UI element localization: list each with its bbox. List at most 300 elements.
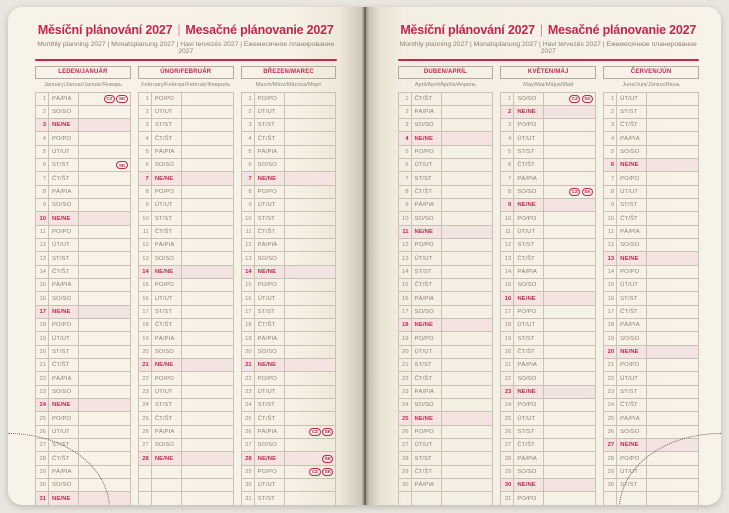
notes-cell <box>284 399 336 411</box>
day-number-cell <box>398 492 411 504</box>
day-number-cell: 8 <box>241 186 254 198</box>
day-name-cell: SO/SO <box>254 252 284 264</box>
day-number-cell: 27 <box>138 439 151 451</box>
day-name-cell: SO/SO <box>48 106 78 118</box>
day-name-cell: NE/NE <box>411 226 441 238</box>
day-name-cell: PO/PO <box>48 132 78 144</box>
month-columns-right <box>398 66 700 506</box>
day-number-cell: 14 <box>500 266 513 278</box>
notes-cell <box>284 239 336 251</box>
notes-cell <box>543 439 595 451</box>
day-row <box>603 119 699 132</box>
notes-cell <box>441 106 493 118</box>
day-row <box>138 399 234 412</box>
day-name-cell: PO/PO <box>254 279 284 291</box>
day-name-cell: ST/ST <box>151 399 181 411</box>
day-name-cell: ÚT/UT <box>411 439 441 451</box>
day-number-cell: 8 <box>138 186 151 198</box>
day-number-cell: 20 <box>138 346 151 358</box>
day-name-cell: SO/SO <box>151 252 181 264</box>
day-name-cell: ST/ST <box>616 292 646 304</box>
day-row <box>398 319 494 332</box>
day-row <box>35 266 131 279</box>
day-name-cell: PO/PO <box>616 172 646 184</box>
day-row <box>35 119 131 132</box>
day-name-cell: NE/NE <box>151 452 181 464</box>
day-number-cell: 15 <box>500 279 513 291</box>
day-name-cell: ČT/ŠT <box>616 119 646 131</box>
notes-cell <box>646 399 698 411</box>
day-row <box>603 266 699 279</box>
notes-cell <box>543 106 595 118</box>
notes-cell <box>543 346 595 358</box>
day-row <box>603 412 699 425</box>
day-name-cell <box>151 466 181 478</box>
day-name-cell: PÁ/PIA <box>616 412 646 424</box>
day-name-cell: PÁ/PIA <box>48 93 78 105</box>
day-number-cell: 3 <box>138 119 151 131</box>
day-row <box>138 319 234 332</box>
notes-cell <box>78 386 130 398</box>
day-number-cell: 26 <box>138 426 151 438</box>
day-row <box>138 372 234 385</box>
day-row <box>500 346 596 359</box>
notes-cell <box>441 93 493 105</box>
empty-row <box>138 479 234 492</box>
day-number-cell: 19 <box>603 332 616 344</box>
notes-cell <box>646 159 698 171</box>
notes-cell <box>284 132 336 144</box>
notes-cell <box>284 172 336 184</box>
day-row <box>398 279 494 292</box>
day-name-cell: ÚT/UT <box>411 159 441 171</box>
day-number-cell: 8 <box>500 186 513 198</box>
day-number-cell: 21 <box>500 359 513 371</box>
day-row <box>138 359 234 372</box>
notes-cell <box>543 226 595 238</box>
day-row <box>500 306 596 319</box>
day-row <box>500 452 596 465</box>
notes-cell <box>78 346 130 358</box>
day-name-cell: PÁ/PIA <box>616 132 646 144</box>
day-row <box>603 346 699 359</box>
day-row <box>35 372 131 385</box>
day-row <box>241 479 337 492</box>
day-row <box>241 492 337 505</box>
day-number-cell: 3 <box>500 119 513 131</box>
day-name-cell: SO/SO <box>151 159 181 171</box>
notes-cell <box>646 239 698 251</box>
day-name-cell: NE/NE <box>411 412 441 424</box>
day-row <box>500 106 596 119</box>
day-row <box>138 172 234 185</box>
day-number-cell: 21 <box>138 359 151 371</box>
planner-spread <box>8 7 721 505</box>
day-name-cell: SO/SO <box>48 479 78 491</box>
notes-cell <box>543 239 595 251</box>
day-number-cell: 7 <box>35 172 48 184</box>
day-name-cell: SO/SO <box>151 346 181 358</box>
notes-cell <box>284 412 336 424</box>
day-row <box>241 466 337 479</box>
day-number-cell: 21 <box>603 359 616 371</box>
day-row <box>35 386 131 399</box>
notes-cell <box>646 146 698 158</box>
day-name-cell: PÁ/PIA <box>616 319 646 331</box>
notes-cell <box>646 226 698 238</box>
day-name-cell: PÁ/PIA <box>254 426 284 438</box>
day-row <box>138 306 234 319</box>
day-name-cell: PO/PO <box>616 452 646 464</box>
day-row <box>398 372 494 385</box>
day-name-cell: ÚT/UT <box>254 386 284 398</box>
day-row <box>138 146 234 159</box>
notes-cell <box>646 106 698 118</box>
day-row <box>35 359 131 372</box>
notes-cell <box>543 319 595 331</box>
holiday-badge-sk: SK <box>322 468 333 476</box>
day-number-cell: 15 <box>138 279 151 291</box>
day-row <box>241 279 337 292</box>
notes-cell <box>78 226 130 238</box>
day-number-cell: 11 <box>500 226 513 238</box>
day-name-cell: PO/PO <box>151 93 181 105</box>
notes-cell <box>441 159 493 171</box>
day-number-cell: 4 <box>500 132 513 144</box>
notes-cell <box>441 479 493 491</box>
title-divider: | <box>177 23 181 37</box>
day-name-cell: ST/ST <box>48 439 78 451</box>
day-number-cell: 1 <box>138 93 151 105</box>
day-row <box>500 119 596 132</box>
day-row <box>603 132 699 145</box>
notes-cell <box>441 439 493 451</box>
day-row <box>500 132 596 145</box>
notes-cell <box>284 159 336 171</box>
day-number-cell: 10 <box>241 212 254 224</box>
day-name-cell: PÁ/PIA <box>411 292 441 304</box>
day-number-cell: 15 <box>603 279 616 291</box>
month-grid <box>398 92 494 506</box>
day-name-cell: ČT/ŠT <box>151 132 181 144</box>
day-name-cell: SO/SO <box>513 372 543 384</box>
holiday-badge-sk: SK <box>322 455 333 463</box>
day-number-cell: 19 <box>241 332 254 344</box>
day-number-cell: 14 <box>398 266 411 278</box>
day-name-cell: SO/SO <box>513 466 543 478</box>
day-number-cell: 6 <box>603 159 616 171</box>
day-number-cell: 24 <box>500 399 513 411</box>
day-row <box>138 452 234 465</box>
day-number-cell: 17 <box>241 306 254 318</box>
day-name-cell: SO/SO <box>48 199 78 211</box>
day-row <box>241 306 337 319</box>
notes-cell <box>646 359 698 371</box>
notes-cell <box>284 372 336 384</box>
page-title <box>35 23 337 37</box>
day-row <box>500 399 596 412</box>
day-number-cell: 28 <box>398 452 411 464</box>
notes-cell <box>441 466 493 478</box>
day-name-cell: PÁ/PIA <box>616 226 646 238</box>
day-name-cell: ČT/ŠT <box>513 346 543 358</box>
day-name-cell: SO/SO <box>616 146 646 158</box>
notes-cell <box>284 199 336 211</box>
day-name-cell: PÁ/PIA <box>411 386 441 398</box>
day-number-cell: 15 <box>241 279 254 291</box>
notes-cell <box>181 399 233 411</box>
day-name-cell: ST/ST <box>254 399 284 411</box>
day-name-cell: NE/NE <box>48 399 78 411</box>
day-number-cell: 5 <box>241 146 254 158</box>
notes-cell <box>284 492 336 504</box>
notes-cell <box>543 306 595 318</box>
day-number-cell: 5 <box>603 146 616 158</box>
day-name-cell: SO/SO <box>513 93 543 105</box>
day-number-cell: 4 <box>398 132 411 144</box>
holiday-badge-cz: CZ <box>104 95 115 103</box>
day-name-cell: ČT/ŠT <box>48 266 78 278</box>
header-rule <box>35 59 337 61</box>
day-name-cell: ST/ST <box>254 212 284 224</box>
day-row <box>398 93 494 106</box>
day-row <box>398 306 494 319</box>
day-number-cell: 9 <box>398 199 411 211</box>
day-name-cell: NE/NE <box>48 212 78 224</box>
notes-cell <box>181 492 233 504</box>
day-number-cell: 6 <box>398 159 411 171</box>
day-name-cell: PÁ/PIA <box>411 106 441 118</box>
day-number-cell: 1 <box>500 93 513 105</box>
day-name-cell: ČT/ŠT <box>513 159 543 171</box>
day-row <box>603 93 699 106</box>
month-name-translations: May/Mai/Május/Май <box>523 82 574 88</box>
day-number-cell: 22 <box>241 372 254 384</box>
day-name-cell: ČT/ŠT <box>48 452 78 464</box>
day-number-cell: 31 <box>241 492 254 504</box>
day-number-cell: 5 <box>500 146 513 158</box>
day-number-cell: 24 <box>35 399 48 411</box>
day-row <box>138 186 234 199</box>
day-number-cell: 22 <box>603 372 616 384</box>
notes-cell <box>646 412 698 424</box>
day-number-cell: 10 <box>138 212 151 224</box>
day-name-cell: PÁ/PIA <box>151 426 181 438</box>
day-name-cell: ČT/ŠT <box>616 212 646 224</box>
day-name-cell: ST/ST <box>48 346 78 358</box>
day-name-cell: NE/NE <box>411 319 441 331</box>
month-column-4 <box>398 66 494 506</box>
day-row <box>35 186 131 199</box>
day-number-cell: 9 <box>603 199 616 211</box>
day-name-cell: PÁ/PIA <box>513 452 543 464</box>
day-name-cell: ST/ST <box>48 252 78 264</box>
day-number-cell: 17 <box>603 306 616 318</box>
day-row <box>35 199 131 212</box>
day-row <box>603 252 699 265</box>
day-number-cell: 25 <box>138 412 151 424</box>
day-name-cell: PÁ/PIA <box>513 266 543 278</box>
day-number-cell: 14 <box>138 266 151 278</box>
empty-row <box>398 492 494 505</box>
day-row <box>398 386 494 399</box>
day-row <box>138 106 234 119</box>
day-row <box>138 119 234 132</box>
notes-cell <box>78 212 130 224</box>
month-name-translations: February/Februar/Február/Февраль <box>141 82 231 88</box>
notes-cell <box>543 279 595 291</box>
notes-cell <box>78 266 130 278</box>
day-name-cell: NE/NE <box>151 266 181 278</box>
notes-cell <box>646 132 698 144</box>
notes-cell <box>543 466 595 478</box>
day-row <box>241 386 337 399</box>
notes-cell <box>543 252 595 264</box>
day-row <box>138 412 234 425</box>
day-name-cell: ST/ST <box>151 212 181 224</box>
day-number-cell: 10 <box>500 212 513 224</box>
day-name-cell: ÚT/UT <box>513 226 543 238</box>
notes-cell <box>284 479 336 491</box>
day-row <box>138 279 234 292</box>
day-row <box>138 292 234 305</box>
day-row <box>241 226 337 239</box>
day-row <box>35 292 131 305</box>
day-number-cell: 20 <box>35 346 48 358</box>
day-row <box>398 292 494 305</box>
notes-cell <box>181 119 233 131</box>
day-number-cell: 29 <box>603 466 616 478</box>
day-number-cell: 8 <box>35 186 48 198</box>
notes-cell <box>181 279 233 291</box>
day-number-cell: 25 <box>603 412 616 424</box>
day-row <box>500 266 596 279</box>
day-number-cell: 27 <box>603 439 616 451</box>
day-row <box>241 372 337 385</box>
day-name-cell: PO/PO <box>254 186 284 198</box>
day-row <box>138 239 234 252</box>
day-row <box>500 252 596 265</box>
notes-cell <box>284 212 336 224</box>
day-name-cell: ST/ST <box>513 146 543 158</box>
notes-cell <box>181 346 233 358</box>
day-row <box>500 186 596 199</box>
day-name-cell: ST/ST <box>254 492 284 504</box>
day-row <box>500 412 596 425</box>
notes-cell <box>78 199 130 211</box>
day-name-cell: NE/NE <box>513 479 543 491</box>
day-name-cell: PO/PO <box>254 466 284 478</box>
notes-cell <box>78 106 130 118</box>
day-name-cell: ÚT/UT <box>513 319 543 331</box>
notes-cell <box>543 292 595 304</box>
notes-cell <box>181 306 233 318</box>
day-number-cell: 27 <box>35 439 48 451</box>
day-row <box>241 412 337 425</box>
day-row <box>241 439 337 452</box>
day-row <box>241 199 337 212</box>
day-number-cell: 13 <box>35 252 48 264</box>
day-row <box>398 146 494 159</box>
day-name-cell: ST/ST <box>411 266 441 278</box>
day-number-cell: 11 <box>603 226 616 238</box>
day-number-cell: 22 <box>35 372 48 384</box>
day-name-cell: ČT/ŠT <box>616 399 646 411</box>
day-row <box>603 319 699 332</box>
day-number-cell: 25 <box>500 412 513 424</box>
day-name-cell: ČT/ŠT <box>48 172 78 184</box>
day-number-cell: 1 <box>398 93 411 105</box>
day-row <box>500 332 596 345</box>
day-number-cell: 29 <box>500 466 513 478</box>
day-row <box>398 426 494 439</box>
day-name-cell: ST/ST <box>411 359 441 371</box>
day-number-cell: 26 <box>398 426 411 438</box>
notes-cell <box>284 332 336 344</box>
notes-cell <box>543 266 595 278</box>
day-row <box>138 346 234 359</box>
day-number-cell: 7 <box>241 172 254 184</box>
day-row <box>241 93 337 106</box>
notes-cell <box>181 466 233 478</box>
notes-cell <box>181 386 233 398</box>
day-name-cell: ST/ST <box>616 479 646 491</box>
day-row <box>500 292 596 305</box>
day-number-cell: 2 <box>398 106 411 118</box>
notes-cell <box>181 452 233 464</box>
day-name-cell: SO/SO <box>411 399 441 411</box>
day-number-cell: 15 <box>35 279 48 291</box>
day-name-cell: PO/PO <box>513 399 543 411</box>
day-number-cell: 5 <box>138 146 151 158</box>
day-row <box>35 279 131 292</box>
day-name-cell: NE/NE <box>616 439 646 451</box>
day-name-cell: NE/NE <box>151 359 181 371</box>
day-number-cell <box>138 466 151 478</box>
day-number-cell: 16 <box>138 292 151 304</box>
day-name-cell: ST/ST <box>616 199 646 211</box>
day-row <box>398 119 494 132</box>
notes-cell <box>441 212 493 224</box>
day-name-cell: SO/SO <box>616 239 646 251</box>
day-number-cell: 4 <box>241 132 254 144</box>
day-name-cell: ÚT/UT <box>411 346 441 358</box>
day-row <box>35 239 131 252</box>
day-number-cell: 18 <box>603 319 616 331</box>
day-number-cell: 23 <box>398 386 411 398</box>
month-column-2 <box>138 66 234 506</box>
day-number-cell: 9 <box>500 199 513 211</box>
holiday-badge-sk: SK <box>322 428 333 436</box>
day-name-cell: ČT/ŠT <box>254 226 284 238</box>
day-row <box>398 479 494 492</box>
day-number-cell: 3 <box>241 119 254 131</box>
day-number-cell: 17 <box>35 306 48 318</box>
day-name-cell: ST/ST <box>254 119 284 131</box>
day-number-cell: 21 <box>241 359 254 371</box>
day-row <box>398 452 494 465</box>
day-name-cell: ČT/ŠT <box>411 372 441 384</box>
day-number-cell: 16 <box>603 292 616 304</box>
day-number-cell: 16 <box>500 292 513 304</box>
day-name-cell: ÚT/UT <box>151 199 181 211</box>
notes-cell <box>646 346 698 358</box>
day-row <box>500 372 596 385</box>
day-number-cell: 7 <box>398 172 411 184</box>
day-row <box>138 93 234 106</box>
day-number-cell: 7 <box>138 172 151 184</box>
page-subtitle: Monthly planning 2027 | Monatsplanung 2027 | Havi tervezés 2027 | Ежемесячное планирование 2027 <box>399 40 697 55</box>
